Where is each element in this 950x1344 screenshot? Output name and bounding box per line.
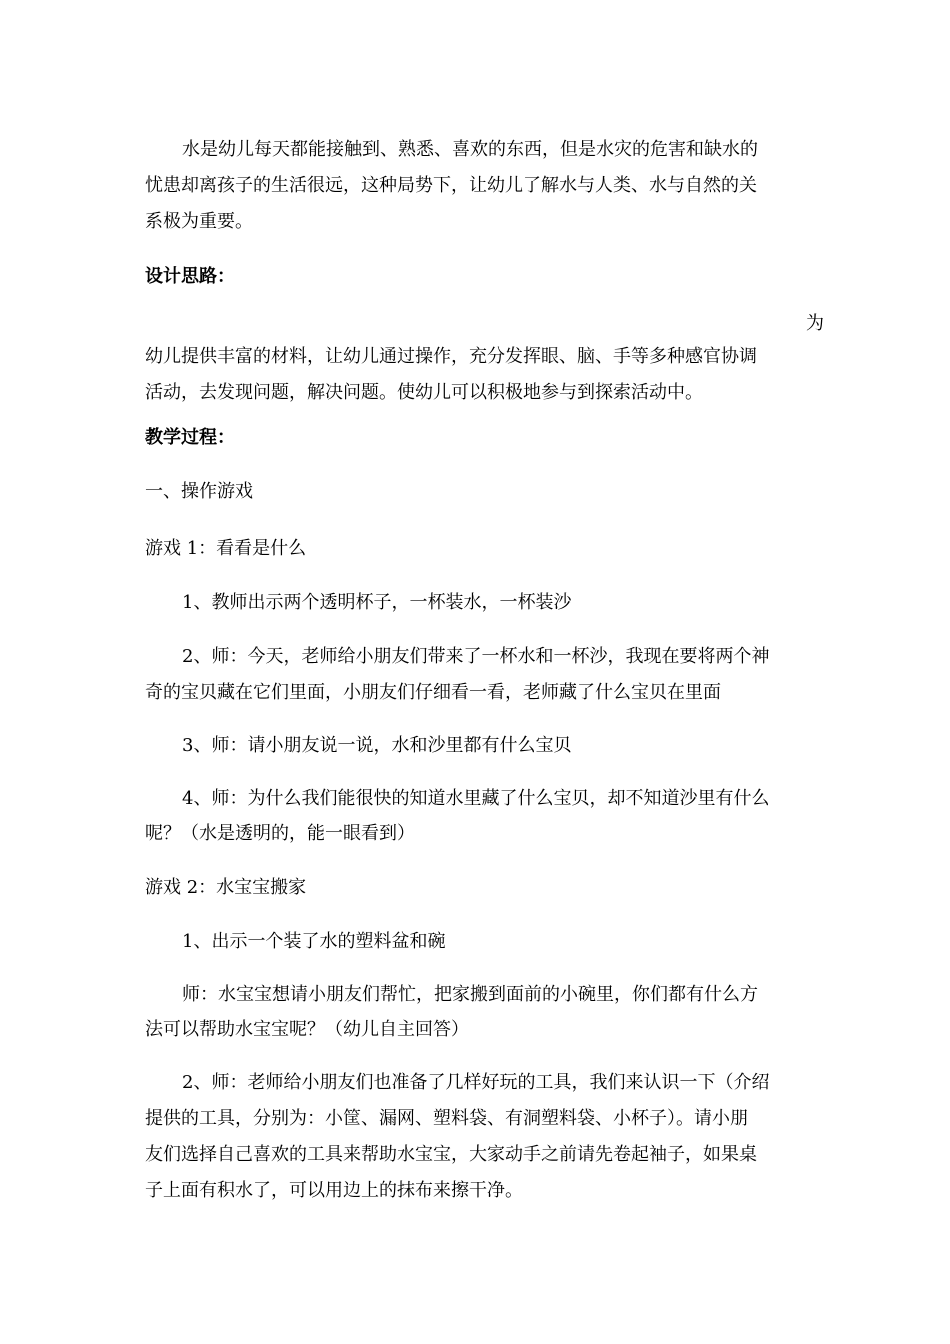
design-orphan-char: 为 bbox=[806, 313, 824, 334]
game-1-title: 游戏 1：看看是什么 bbox=[145, 538, 307, 559]
game-1-step-1: 1、教师出示两个透明杯子，一杯装水，一杯装沙 bbox=[182, 592, 572, 613]
intro-line-1: 水是幼儿每天都能接触到、熟悉、喜欢的东西，但是水灾的危害和缺水的 bbox=[182, 139, 758, 160]
game-2-step-1: 1、出示一个装了水的塑料盆和碗 bbox=[182, 931, 446, 952]
game-2-teacher-line-2: 法可以帮助水宝宝呢？（幼儿自主回答） bbox=[145, 1019, 469, 1040]
game-2-title: 游戏 2：水宝宝搬家 bbox=[145, 877, 307, 898]
intro-line-3: 系极为重要。 bbox=[145, 211, 253, 232]
design-line-1: 幼儿提供丰富的材料，让幼儿通过操作，充分发挥眼、脑、手等多种感官协调 bbox=[145, 346, 757, 367]
game-1-step-4-line-1: 4、师：为什么我们能很快的知道水里藏了什么宝贝，却不知道沙里有什么 bbox=[182, 788, 770, 809]
game-2-step-2-line-2: 提供的工具，分别为：小筐、漏网、塑料袋、有洞塑料袋、小杯子）。请小朋 bbox=[145, 1108, 748, 1129]
design-line-2: 活动，去发现问题，解决问题。使幼儿可以积极地参与到探索活动中。 bbox=[145, 382, 703, 403]
game-2-step-2-line-1: 2、师：老师给小朋友们也准备了几样好玩的工具，我们来认识一下（介绍 bbox=[182, 1072, 770, 1093]
game-1-step-3: 3、师：请小朋友说一说，水和沙里都有什么宝贝 bbox=[182, 735, 572, 756]
design-heading: 设计思路： bbox=[145, 266, 235, 287]
game-2-teacher-line-1: 师：水宝宝想请小朋友们帮忙，把家搬到面前的小碗里，你们都有什么方 bbox=[182, 984, 758, 1005]
game-2-step-2-line-4: 子上面有积水了，可以用边上的抹布来擦干净。 bbox=[145, 1180, 523, 1201]
game-1-step-2-line-2: 奇的宝贝藏在它们里面，小朋友们仔细看一看，老师藏了什么宝贝在里面 bbox=[145, 682, 721, 703]
process-heading: 教学过程： bbox=[145, 427, 235, 448]
game-1-step-4-line-2: 呢？（水是透明的，能一眼看到） bbox=[145, 823, 415, 844]
game-1-step-2-line-1: 2、师：今天，老师给小朋友们带来了一杯水和一杯沙，我现在要将两个神 bbox=[182, 646, 770, 667]
intro-line-2: 忧患却离孩子的生活很远，这种局势下，让幼儿了解水与人类、水与自然的关 bbox=[145, 175, 757, 196]
game-2-step-2-line-3: 友们选择自己喜欢的工具来帮助水宝宝，大家动手之前请先卷起袖子，如果桌 bbox=[145, 1144, 757, 1165]
section-1-heading: 一、操作游戏 bbox=[145, 481, 253, 502]
